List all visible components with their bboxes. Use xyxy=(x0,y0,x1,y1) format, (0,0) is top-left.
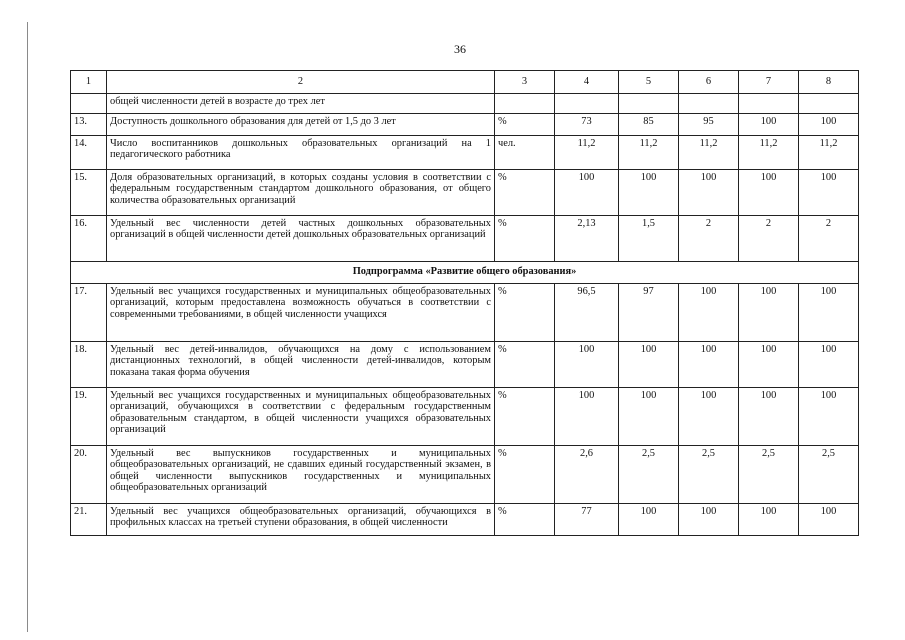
value-cell: 100 xyxy=(799,284,859,342)
value-cell xyxy=(799,94,859,114)
row-number: 14. xyxy=(71,136,107,170)
row-number: 19. xyxy=(71,388,107,446)
value-cell xyxy=(555,94,619,114)
value-cell: 100 xyxy=(679,284,739,342)
unit-cell: % xyxy=(495,504,555,536)
value-cell: 100 xyxy=(619,388,679,446)
value-cell: 97 xyxy=(619,284,679,342)
row-number xyxy=(71,94,107,114)
value-cell: 73 xyxy=(555,114,619,136)
value-cell: 100 xyxy=(679,504,739,536)
unit-cell xyxy=(495,94,555,114)
unit-cell: % xyxy=(495,114,555,136)
unit-cell: % xyxy=(495,216,555,262)
value-cell: 100 xyxy=(799,114,859,136)
value-cell: 100 xyxy=(555,170,619,216)
indicator-description: Удельный вес детей-инвалидов, обучающихся на дому с использованием дистанционных технологий, в общей численности детей-инвалидов, которым показана такая форма обучения xyxy=(107,342,495,388)
table-row xyxy=(71,504,859,536)
value-cell: 100 xyxy=(739,504,799,536)
indicator-description: Доступность дошкольного образования для детей от 1,5 до 3 лет xyxy=(107,114,495,136)
value-cell: 1,5 xyxy=(619,216,679,262)
value-cell: 100 xyxy=(619,504,679,536)
indicators-table xyxy=(70,70,859,536)
value-cell: 100 xyxy=(555,342,619,388)
section-title: Подпрограмма «Развитие общего образования» xyxy=(71,262,859,284)
header-cell: 3 xyxy=(495,71,555,94)
value-cell: 2,5 xyxy=(679,446,739,504)
value-cell: 85 xyxy=(619,114,679,136)
table-header-row xyxy=(71,71,859,94)
page-margin-line xyxy=(27,22,28,632)
value-cell: 11,2 xyxy=(555,136,619,170)
table-row xyxy=(71,216,859,262)
value-cell: 100 xyxy=(739,388,799,446)
row-number: 17. xyxy=(71,284,107,342)
value-cell xyxy=(619,94,679,114)
value-cell: 100 xyxy=(739,342,799,388)
value-cell: 2,5 xyxy=(619,446,679,504)
table-row xyxy=(71,446,859,504)
value-cell: 100 xyxy=(679,388,739,446)
unit-cell: % xyxy=(495,284,555,342)
table-row xyxy=(71,170,859,216)
value-cell: 100 xyxy=(799,342,859,388)
indicator-description: Удельный вес выпускников государственных и муниципальных общеобразовательных организаций, не сдавших единый государственный экзамен, в общей численности выпускников государственных и муниципальных общеобразовательных организаций xyxy=(107,446,495,504)
table-row xyxy=(71,284,859,342)
indicator-description: Удельный вес учащихся общеобразовательных организаций, обучающихся в профильных классах на третьей ступени образования, в общей численности xyxy=(107,504,495,536)
header-cell: 2 xyxy=(107,71,495,94)
value-cell: 2,5 xyxy=(739,446,799,504)
row-number: 20. xyxy=(71,446,107,504)
value-cell: 96,5 xyxy=(555,284,619,342)
value-cell: 95 xyxy=(679,114,739,136)
value-cell: 100 xyxy=(619,342,679,388)
unit-cell: % xyxy=(495,170,555,216)
value-cell: 11,2 xyxy=(799,136,859,170)
value-cell: 100 xyxy=(679,342,739,388)
value-cell: 77 xyxy=(555,504,619,536)
table-row xyxy=(71,136,859,170)
value-cell: 100 xyxy=(619,170,679,216)
row-number: 18. xyxy=(71,342,107,388)
value-cell xyxy=(739,94,799,114)
header-cell: 8 xyxy=(799,71,859,94)
value-cell: 11,2 xyxy=(619,136,679,170)
indicator-description: Удельный вес учащихся государственных и муниципальных общеобразовательных организаций, обучающихся в соответствии с федеральным государственным образовательным стандартом, в общей численности учащихся образовательных организаций xyxy=(107,388,495,446)
unit-cell: чел. xyxy=(495,136,555,170)
value-cell: 100 xyxy=(799,388,859,446)
header-cell: 6 xyxy=(679,71,739,94)
value-cell: 2,6 xyxy=(555,446,619,504)
header-cell: 4 xyxy=(555,71,619,94)
value-cell: 100 xyxy=(799,504,859,536)
row-number: 15. xyxy=(71,170,107,216)
table-row xyxy=(71,342,859,388)
indicator-description: Доля образовательных организаций, в которых созданы условия в соответствии с федеральным государственным стандартом дошкольного образования, от общего количества образовательных организаций xyxy=(107,170,495,216)
table-row xyxy=(71,114,859,136)
value-cell: 2 xyxy=(679,216,739,262)
row-number: 13. xyxy=(71,114,107,136)
value-cell: 100 xyxy=(799,170,859,216)
table-row xyxy=(71,388,859,446)
value-cell: 11,2 xyxy=(739,136,799,170)
row-number: 16. xyxy=(71,216,107,262)
section-row xyxy=(71,262,859,284)
unit-cell: % xyxy=(495,388,555,446)
header-cell: 7 xyxy=(739,71,799,94)
indicator-description: Удельный вес численности детей частных дошкольных образовательных организаций в общей численности детей дошкольных образовательных организаций xyxy=(107,216,495,262)
value-cell xyxy=(679,94,739,114)
indicator-description: общей численности детей в возрасте до трех лет xyxy=(107,94,495,114)
row-number: 21. xyxy=(71,504,107,536)
indicator-description: Число воспитанников дошкольных образовательных организаций на 1 педагогического работника xyxy=(107,136,495,170)
table-row xyxy=(71,94,859,114)
value-cell: 2 xyxy=(739,216,799,262)
indicator-description: Удельный вес учащихся государственных и муниципальных общеобразовательных организаций, которым предоставлена возможность обучаться в соответствии с современными требованиями, в общей численности учащихся xyxy=(107,284,495,342)
value-cell: 100 xyxy=(739,170,799,216)
header-cell: 5 xyxy=(619,71,679,94)
value-cell: 2,5 xyxy=(799,446,859,504)
value-cell: 100 xyxy=(739,114,799,136)
value-cell: 11,2 xyxy=(679,136,739,170)
value-cell: 2,13 xyxy=(555,216,619,262)
unit-cell: % xyxy=(495,342,555,388)
page-number: 36 xyxy=(454,42,466,56)
unit-cell: % xyxy=(495,446,555,504)
value-cell: 100 xyxy=(555,388,619,446)
header-cell: 1 xyxy=(71,71,107,94)
value-cell: 2 xyxy=(799,216,859,262)
value-cell: 100 xyxy=(679,170,739,216)
value-cell: 100 xyxy=(739,284,799,342)
